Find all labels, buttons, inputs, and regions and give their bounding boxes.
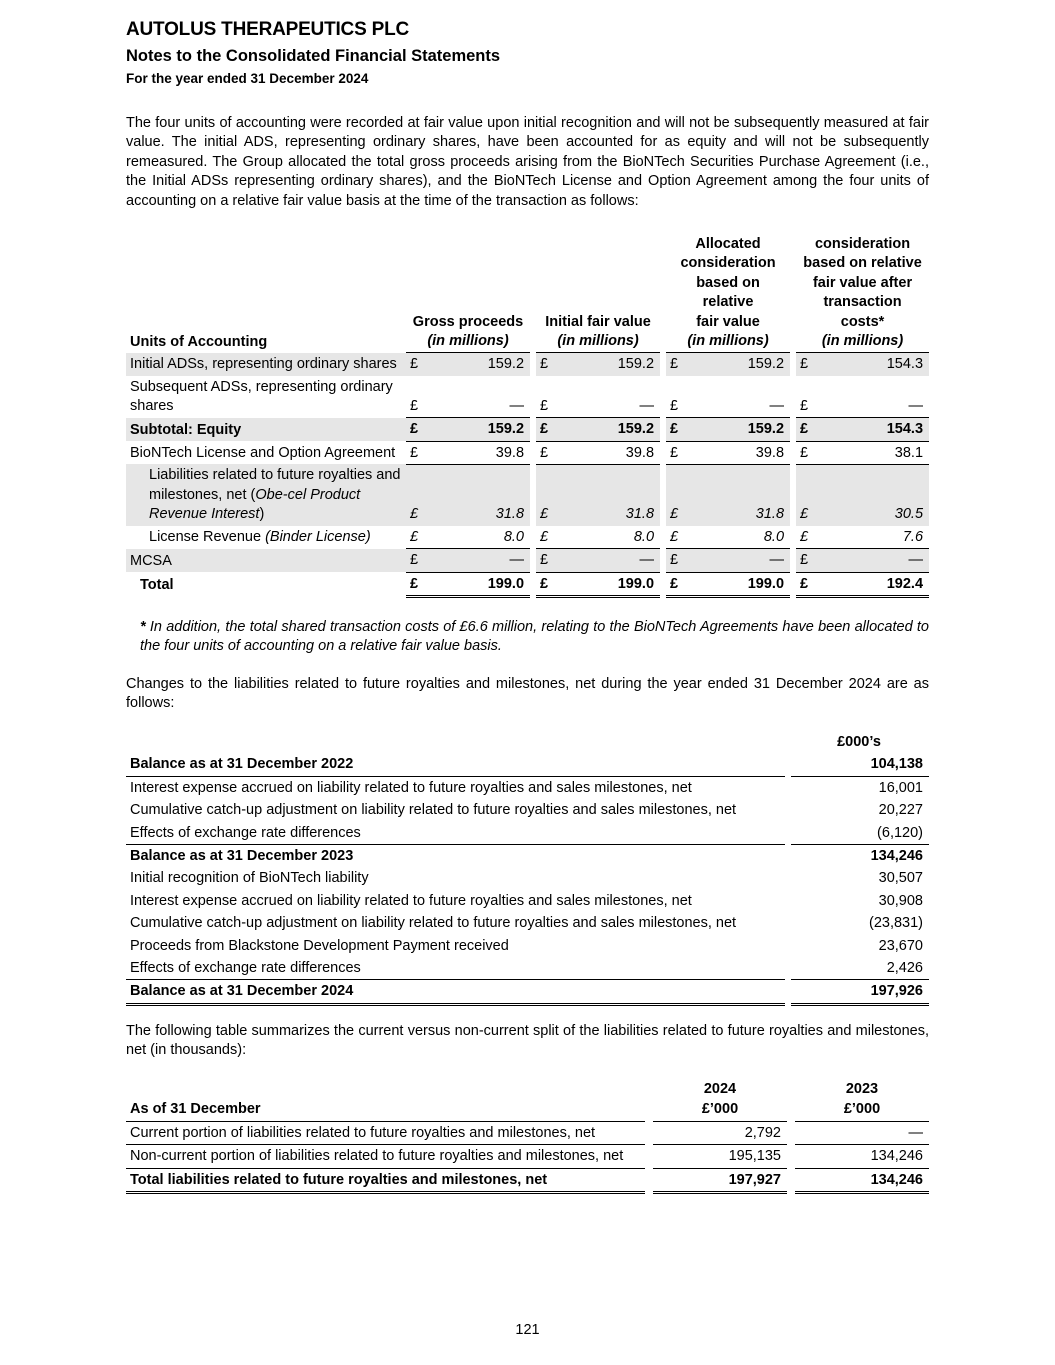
currency-symbol: £: [796, 464, 814, 525]
currency-symbol: £: [406, 549, 424, 572]
row-label: Non-current portion of liabilities related to future royalties and milestones, net: [126, 1145, 645, 1168]
split-paragraph: The following table summarizes the current versus non-current split of the liabilities related to future royalties and milestones, net (in thousands):: [126, 1023, 929, 1059]
year-2024-header: 2024: [703, 1081, 737, 1097]
cell-value: 23,670: [878, 937, 923, 954]
header-col3-line3: based on relative: [696, 274, 760, 311]
cell-value: 20,227: [878, 802, 923, 819]
header-unit-3: (in millions): [687, 333, 769, 350]
currency-symbol: £: [536, 376, 554, 418]
table-row-subtotal: [126, 418, 929, 441]
header-gross-proceeds: [406, 235, 530, 353]
current-noncurrent-split-table: [126, 1080, 929, 1194]
cell-value: 8.0: [554, 526, 660, 549]
cell-value: —: [424, 376, 530, 418]
cell-value: 31.8: [684, 464, 790, 525]
table-row: [126, 890, 929, 912]
cell-value: 154.3: [814, 353, 929, 376]
cell-value: (6,120): [791, 822, 929, 845]
table-row-total: [126, 1168, 929, 1192]
row-label: Balance as at 31 December 2022: [126, 753, 785, 776]
header-col3-line2: consideration: [680, 255, 776, 272]
header-col3-line1: Allocated: [695, 236, 761, 252]
units-header-label: [126, 235, 406, 353]
table-row: [126, 867, 929, 889]
cell-value: —: [554, 549, 660, 572]
cell-value: —: [424, 549, 530, 572]
currency-symbol: £: [536, 526, 554, 549]
row-label: Subtotal: Equity: [126, 418, 406, 441]
cell-value: 199.0: [684, 572, 790, 596]
currency-symbol: £: [666, 418, 684, 441]
currency-symbol: £: [796, 376, 814, 418]
cell-value: 31.8: [424, 464, 530, 525]
table-row: [126, 1121, 929, 1144]
header-col4-line3: fair value after: [812, 274, 913, 291]
cell-value: 159.2: [684, 418, 790, 441]
table-row: [126, 912, 929, 934]
currency-symbol: £: [666, 572, 684, 596]
table-row: [126, 799, 929, 821]
table-row: [126, 464, 929, 525]
page-number: 121: [515, 1322, 540, 1338]
cell-value: —: [684, 376, 790, 418]
row-label: Initial recognition of BioNTech liability: [130, 870, 369, 887]
table-row: [126, 441, 929, 464]
cell-value: 39.8: [424, 441, 530, 464]
header-gross-proceeds-text: Gross proceeds: [412, 313, 524, 330]
table-row-balance: [126, 845, 929, 868]
row-label-suffix: ): [259, 506, 265, 523]
split-header-row: [126, 1080, 929, 1100]
table-row: [126, 822, 929, 845]
table-row: [126, 549, 929, 572]
row-label: Balance as at 31 December 2023: [130, 848, 354, 865]
intro-paragraph: The four units of accounting were recorded at fair value upon initial recognition and will not be subsequently measured at fair value. The initial ADS, representing ordinary shares, have been accounted for as equity and will not be subsequently remeasured. The Group allocated the total gross proceeds arising from the BioNTech Securities Purchase Agreement (i.e., the Initial ADSs representing ordinary shares), and the BioNTech License and Option Agreement among the four units of accounting on a relative fair value basis at the time of the transaction as follows:: [126, 115, 929, 209]
unit-2024-header: £’000: [653, 1100, 787, 1121]
split-header-row: [126, 1100, 929, 1121]
row-label: Total liabilities related to future royalties and milestones, net: [126, 1168, 645, 1192]
row-label: Interest expense accrued on liability related to future royalties and sales milestones, net: [130, 892, 692, 909]
cell-value: 154.3: [814, 418, 929, 441]
row-label: Subsequent ADSs, representing ordinary shares: [130, 378, 393, 415]
unit-2023-header: £’000: [795, 1100, 929, 1121]
row-label: BioNTech License and Option Agreement: [130, 445, 396, 462]
units-header-label-text: Units of Accounting: [130, 333, 268, 350]
currency-symbol: £: [406, 441, 424, 464]
rollforward-header-row: [126, 731, 929, 753]
cell-value-2024: 2,792: [653, 1121, 787, 1144]
row-label: Cumulative catch-up adjustment on liability related to future royalties and sales milestones, net: [130, 915, 737, 932]
footnote-mark: *: [140, 619, 146, 635]
company-name: AUTOLUS THERAPEUTICS PLC: [126, 19, 410, 40]
cell-value: 159.2: [424, 353, 530, 376]
header-col4-line1: consideration: [814, 236, 911, 252]
currency-symbol: £: [406, 526, 424, 549]
cell-value: 30.5: [814, 464, 929, 525]
section-title: Notes to the Consolidated Financial Statements: [126, 47, 501, 65]
cell-value: 192.4: [814, 572, 929, 596]
units-of-accounting-table: [126, 235, 929, 598]
currency-symbol: £: [536, 353, 554, 376]
currency-symbol: £: [666, 526, 684, 549]
cell-value: 30,507: [878, 870, 923, 887]
currency-symbol: £: [796, 549, 814, 572]
header-unit-4: (in millions): [821, 333, 904, 350]
cell-value: (23,831): [868, 915, 923, 932]
table-row: [126, 1145, 929, 1168]
currency-symbol: £: [796, 572, 814, 596]
table-row-balance: [126, 753, 929, 776]
cell-value: —: [684, 549, 790, 572]
row-label-italic: (Binder License): [265, 529, 371, 546]
currency-symbol: £: [666, 464, 684, 525]
currency-symbol: £: [536, 549, 554, 572]
cell-value: 8.0: [424, 526, 530, 549]
cell-value-2023: 134,246: [795, 1145, 929, 1168]
table-row: [126, 526, 929, 549]
row-label: Total: [140, 577, 174, 593]
table-row: [126, 935, 929, 957]
cell-value: 199.0: [554, 572, 660, 596]
row-label: Interest expense accrued on liability related to future royalties and sales milestones, net: [130, 779, 692, 796]
currency-symbol: £: [406, 353, 424, 376]
currency-symbol: £: [666, 353, 684, 376]
currency-symbol: £: [796, 441, 814, 464]
currency-symbol: £: [536, 418, 554, 441]
header-col4-line2: based on relative: [803, 255, 922, 272]
cell-value: 31.8: [554, 464, 660, 525]
currency-symbol: £: [796, 526, 814, 549]
header-initial-fair-value-text: Initial fair value: [545, 313, 651, 330]
cell-value: 16,001: [878, 779, 923, 796]
header-col4-line4: transaction costs*: [823, 294, 902, 330]
cell-value: 2,426: [791, 957, 929, 980]
currency-symbol: £: [536, 572, 554, 596]
cell-value-2023: —: [795, 1121, 929, 1144]
cell-value: —: [554, 376, 660, 418]
cell-value-2024: 195,135: [653, 1145, 787, 1168]
cell-value: —: [814, 376, 929, 418]
row-label: Initial ADSs, representing ordinary shares: [126, 353, 406, 376]
row-label-prefix: Liabilities related to future royalties and milestones, net (: [149, 467, 401, 503]
row-label: Effects of exchange rate differences: [126, 822, 785, 845]
row-label: Effects of exchange rate differences: [126, 957, 785, 980]
cell-value: 159.2: [424, 418, 530, 441]
cell-value: 199.0: [424, 572, 530, 596]
units-header-row: [126, 235, 929, 353]
cell-value: 104,138: [791, 753, 929, 776]
row-label-italic: Obe-cel Product Revenue Interest: [149, 486, 361, 523]
currency-symbol: £: [406, 572, 424, 596]
cell-value: 8.0: [684, 526, 790, 549]
cell-value: 159.2: [554, 418, 660, 441]
currency-symbol: £: [796, 418, 814, 441]
cell-value: 39.8: [554, 441, 660, 464]
currency-symbol: £: [536, 441, 554, 464]
cell-value: —: [814, 549, 929, 572]
row-label-prefix: License Revenue: [149, 529, 266, 546]
changes-paragraph: Changes to the liabilities related to future royalties and milestones, net during the year ended 31 December 2024 are as follows:: [126, 676, 929, 712]
table-row-balance: [126, 980, 929, 1004]
table-row: [126, 353, 929, 376]
liability-rollforward-table: [126, 731, 929, 1006]
header-initial-fair-value: [536, 235, 660, 353]
table-footnote: [140, 618, 929, 657]
cell-value: 39.8: [684, 441, 790, 464]
table-row: [126, 776, 929, 799]
cell-value: 159.2: [684, 353, 790, 376]
header-unit-2: (in millions): [557, 333, 639, 350]
currency-symbol: £: [666, 549, 684, 572]
header-after-transaction-costs: [796, 235, 929, 353]
row-label: MCSA: [126, 549, 406, 572]
table-row: [126, 376, 929, 418]
split-label-header: As of 31 December: [126, 1100, 645, 1121]
footnote-text: In addition, the total shared transaction costs of £6.6 million, relating to the BioNTech Agreements have been allocated to the four units of accounting on a relative fair value basis.: [140, 619, 929, 655]
row-label: [126, 526, 406, 549]
cell-value: 30,908: [878, 892, 923, 909]
row-label: Cumulative catch-up adjustment on liability related to future royalties and sales milestones, net: [130, 802, 737, 819]
currency-symbol: £: [406, 464, 424, 525]
year-2023-header: 2023: [845, 1081, 879, 1097]
row-label: [126, 464, 406, 525]
header-allocated-consideration: [666, 235, 790, 353]
cell-value: 134,246: [870, 848, 923, 865]
row-label: Proceeds from Blackstone Development Payment received: [130, 937, 509, 954]
currency-symbol: £: [536, 464, 554, 525]
table-row-total: [126, 572, 929, 596]
cell-value: 197,926: [791, 980, 929, 1004]
cell-value-2024: 197,927: [653, 1168, 787, 1192]
cell-value: 38.1: [814, 441, 929, 464]
currency-symbol: £: [406, 376, 424, 418]
row-label: Balance as at 31 December 2024: [126, 980, 785, 1004]
header-unit-1: (in millions): [427, 333, 509, 350]
period-subtitle: For the year ended 31 December 2024: [126, 71, 369, 86]
cell-value-2023: 134,246: [795, 1168, 929, 1192]
currency-symbol: £: [666, 441, 684, 464]
row-label: Current portion of liabilities related to future royalties and milestones, net: [126, 1121, 645, 1144]
cell-value: 7.6: [814, 526, 929, 549]
header-col3-line4: fair value: [696, 313, 760, 330]
table-row: [126, 957, 929, 980]
cell-value: 159.2: [554, 353, 660, 376]
rollforward-unit: £000’s: [837, 734, 881, 750]
currency-symbol: £: [406, 418, 424, 441]
currency-symbol: £: [796, 353, 814, 376]
currency-symbol: £: [666, 376, 684, 418]
